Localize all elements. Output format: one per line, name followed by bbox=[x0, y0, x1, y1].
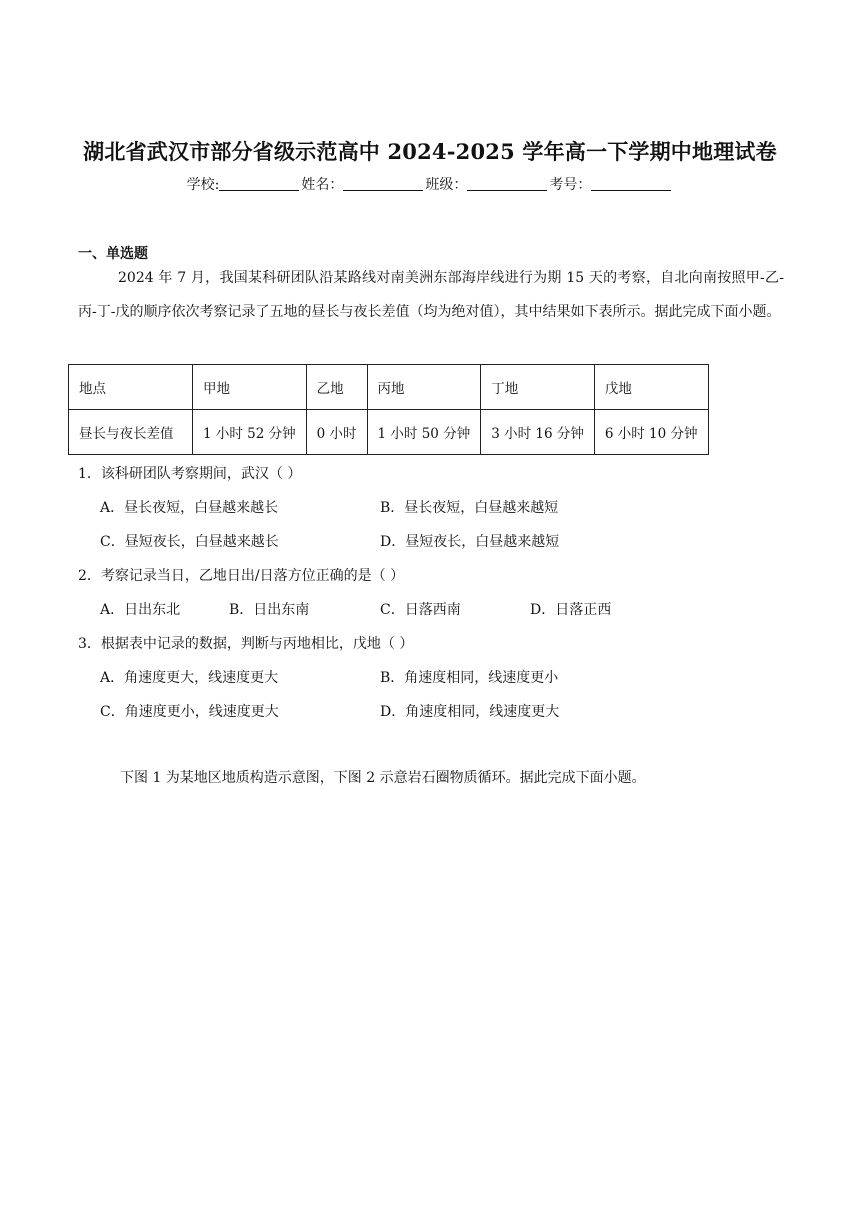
question-1-stem: 1．该科研团队考察期间，武汉（ ） bbox=[78, 466, 302, 482]
number-blank[interactable] bbox=[591, 176, 671, 191]
question-3-option-d[interactable]: D．角速度相同，线速度更大 bbox=[380, 704, 560, 720]
question-3-option-c[interactable]: C．角速度更小，线速度更大 bbox=[100, 704, 279, 720]
table-cell: 地点 bbox=[69, 365, 193, 410]
question-2-option-c[interactable]: C．日落西南 bbox=[380, 602, 461, 618]
question-1-option-b[interactable]: B．昼长夜短，白昼越来越短 bbox=[380, 500, 559, 516]
table-cell: 1 小时 50 分钟 bbox=[367, 410, 481, 455]
table-cell: 丙地 bbox=[367, 365, 481, 410]
passage-intro: 2024 年 7 月，我国某科研团队沿某路线对南美洲东部海岸线进行为期 15 天的考察，自北向南按照甲-乙-丙-丁-戊的顺序依次考察记录了五地的昼长与夜长差值（均为绝对值），其中结果如下表所示。据此完成下面小题。 bbox=[78, 270, 784, 320]
question-1-option-d[interactable]: D．昼短夜长，白昼越来越短 bbox=[380, 534, 560, 550]
table-cell: 1 小时 52 分钟 bbox=[193, 410, 307, 455]
question-2-option-d[interactable]: D．日落正西 bbox=[530, 602, 612, 618]
question-2-stem: 2．考察记录当日，乙地日出/日落方位正确的是（ ） bbox=[78, 568, 405, 584]
question-2-option-a[interactable]: A．日出东北 bbox=[100, 602, 181, 618]
table-header-row bbox=[69, 365, 709, 410]
table-cell: 6 小时 10 分钟 bbox=[594, 410, 708, 455]
name-label: 姓名： bbox=[301, 177, 344, 193]
number-label: 考号： bbox=[549, 177, 592, 193]
question-1-option-c[interactable]: C．昼短夜长，白昼越来越长 bbox=[100, 534, 279, 550]
question-2-option-b[interactable]: B．日出东南 bbox=[229, 602, 310, 618]
table-row bbox=[69, 410, 709, 455]
table-cell: 0 小时 bbox=[306, 410, 367, 455]
passage-figures-intro: 下图 1 为某地区地质构造示意图，下图 2 示意岩石圈物质循环。据此完成下面小题。 bbox=[120, 770, 646, 786]
question-3-option-b[interactable]: B．角速度相同，线速度更小 bbox=[380, 670, 559, 686]
question-3-option-a[interactable]: A．角速度更大，线速度更大 bbox=[100, 670, 279, 686]
table-cell: 甲地 bbox=[193, 365, 307, 410]
question-1-option-a[interactable]: A．昼长夜短，白昼越来越长 bbox=[100, 500, 279, 516]
class-blank[interactable] bbox=[467, 176, 547, 191]
table-cell: 丁地 bbox=[481, 365, 595, 410]
section-heading: 一、单选题 bbox=[78, 246, 148, 262]
name-blank[interactable] bbox=[343, 176, 423, 191]
school-label: 学校: bbox=[186, 177, 220, 193]
day-night-table bbox=[68, 364, 709, 455]
student-info-line bbox=[0, 174, 860, 194]
table-cell: 昼长与夜长差值 bbox=[69, 410, 193, 455]
table-cell: 戊地 bbox=[594, 365, 708, 410]
school-blank[interactable] bbox=[219, 176, 299, 191]
table-cell: 3 小时 16 分钟 bbox=[481, 410, 595, 455]
question-3-stem: 3．根据表中记录的数据，判断与丙地相比，戊地（ ） bbox=[78, 636, 414, 652]
class-label: 班级： bbox=[425, 177, 468, 193]
table-cell: 乙地 bbox=[306, 365, 367, 410]
exam-title: 湖北省武汉市部分省级示范高中 2024-2025 学年高一下学期中地理试卷 bbox=[83, 139, 777, 164]
